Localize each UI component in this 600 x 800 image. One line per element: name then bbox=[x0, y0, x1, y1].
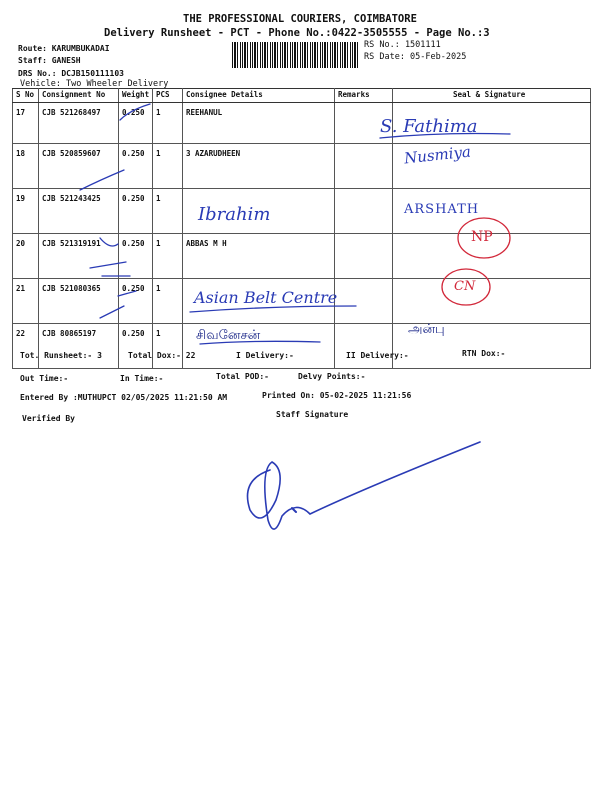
weight-cell: 0.250 bbox=[119, 234, 153, 279]
rs-number: RS No.: 1501111 bbox=[364, 40, 441, 50]
weight-cell: 0.250 bbox=[119, 144, 153, 189]
consignment-cell: CJB 80865197 bbox=[39, 324, 119, 369]
ii-delivery: II Delivery:- bbox=[346, 351, 409, 360]
consignee-cell: ABBAS M H bbox=[183, 234, 335, 279]
staff-label: Staff: GANESH bbox=[18, 56, 81, 65]
sno-cell: 20 bbox=[13, 234, 39, 279]
staff-signature bbox=[248, 442, 481, 529]
signature-row-19: ARSHATH bbox=[404, 202, 480, 217]
consignment-cell: CJB 521268497 bbox=[39, 103, 119, 144]
rs-date: RS Date: 05-Feb-2025 bbox=[364, 52, 467, 62]
tick-mark bbox=[90, 262, 126, 268]
consignee-name-row-21: Asian Belt Centre bbox=[194, 288, 338, 307]
column-header: Weight bbox=[119, 89, 153, 103]
consignee-name-row-19: Ibrahim bbox=[198, 204, 271, 225]
consignee-cell: 3 AZARUDHEEN bbox=[183, 144, 335, 189]
tot-runsheet: Tot. Runsheet:- 3 bbox=[20, 351, 102, 360]
route-label: Route: KARUMBUKADAI bbox=[18, 44, 110, 53]
staff-signature-dot bbox=[292, 508, 296, 512]
weight-cell: 0.250 bbox=[119, 324, 153, 369]
consignee-name-row-22: சிவனேசன் bbox=[196, 328, 261, 343]
consignment-cell: CJB 520859607 bbox=[39, 144, 119, 189]
drs-number: DRS No.: DCJB150111103 bbox=[18, 69, 124, 78]
column-header: Consignee Details bbox=[183, 89, 335, 103]
column-header: PCS bbox=[153, 89, 183, 103]
pcs-cell: 1 bbox=[153, 279, 183, 324]
document-title: THE PROFESSIONAL COURIERS, COIMBATORE bbox=[183, 13, 417, 25]
sno-cell: 22 bbox=[13, 324, 39, 369]
signature-row-22: அன்பு bbox=[408, 322, 445, 337]
tick-mark bbox=[118, 291, 136, 296]
in-time: In Time:- bbox=[120, 374, 164, 383]
stamp-label-np: NP bbox=[471, 229, 493, 245]
pcs-cell: 1 bbox=[153, 144, 183, 189]
rtn-dox: RTN Dox:- bbox=[462, 349, 506, 358]
weight-cell: 0.250 bbox=[119, 103, 153, 144]
sno-cell: 18 bbox=[13, 144, 39, 189]
staff-signature-label: Staff Signature bbox=[276, 410, 349, 419]
column-header: S No bbox=[13, 89, 39, 103]
pcs-cell: 1 bbox=[153, 103, 183, 144]
total-pod: Total POD:- bbox=[216, 372, 269, 381]
signature-row-18: Nusmiya bbox=[403, 142, 472, 168]
weight-cell: 0.250 bbox=[119, 189, 153, 234]
column-header: Seal & Signature bbox=[393, 89, 591, 103]
consignee-cell: REEHANUL bbox=[183, 103, 335, 144]
consignment-cell: CJB 521243425 bbox=[39, 189, 119, 234]
pcs-cell: 1 bbox=[153, 189, 183, 234]
pcs-cell: 1 bbox=[153, 324, 183, 369]
sno-cell: 19 bbox=[13, 189, 39, 234]
delvy-points: Delvy Points:- bbox=[298, 372, 366, 381]
sno-cell: 21 bbox=[13, 279, 39, 324]
tick-mark bbox=[120, 104, 150, 120]
column-header: Remarks bbox=[335, 89, 393, 103]
consignment-cell: CJB 521319191 bbox=[39, 234, 119, 279]
document-subtitle: Delivery Runsheet - PCT - Phone No.:0422-3505555 - Page No.:3 bbox=[104, 27, 490, 39]
tick-mark bbox=[100, 306, 124, 318]
signature-row-17: S. Fathima bbox=[380, 116, 478, 137]
column-header: Consignment No bbox=[39, 89, 119, 103]
sno-cell: 17 bbox=[13, 103, 39, 144]
verified-by: Verified By bbox=[22, 414, 75, 423]
pcs-cell: 1 bbox=[153, 234, 183, 279]
weight-cell: 0.250 bbox=[119, 279, 153, 324]
consignment-cell: CJB 521080365 bbox=[39, 279, 119, 324]
total-dox: Total Dox:- 22 bbox=[128, 351, 196, 360]
printed-on: Printed On: 05-02-2025 11:21:56 bbox=[262, 391, 412, 400]
vehicle-label: Vehicle: Two Wheeler Delivery bbox=[20, 79, 169, 89]
tick-mark bbox=[100, 238, 118, 246]
entered-by: Entered By :MUTHUPCT 02/05/2025 11:21:50 AM bbox=[20, 393, 228, 402]
stamp-label-cn: CN bbox=[454, 279, 476, 294]
out-time: Out Time:- bbox=[20, 374, 69, 383]
tick-mark bbox=[80, 170, 124, 190]
i-delivery: I Delivery:- bbox=[236, 351, 294, 360]
